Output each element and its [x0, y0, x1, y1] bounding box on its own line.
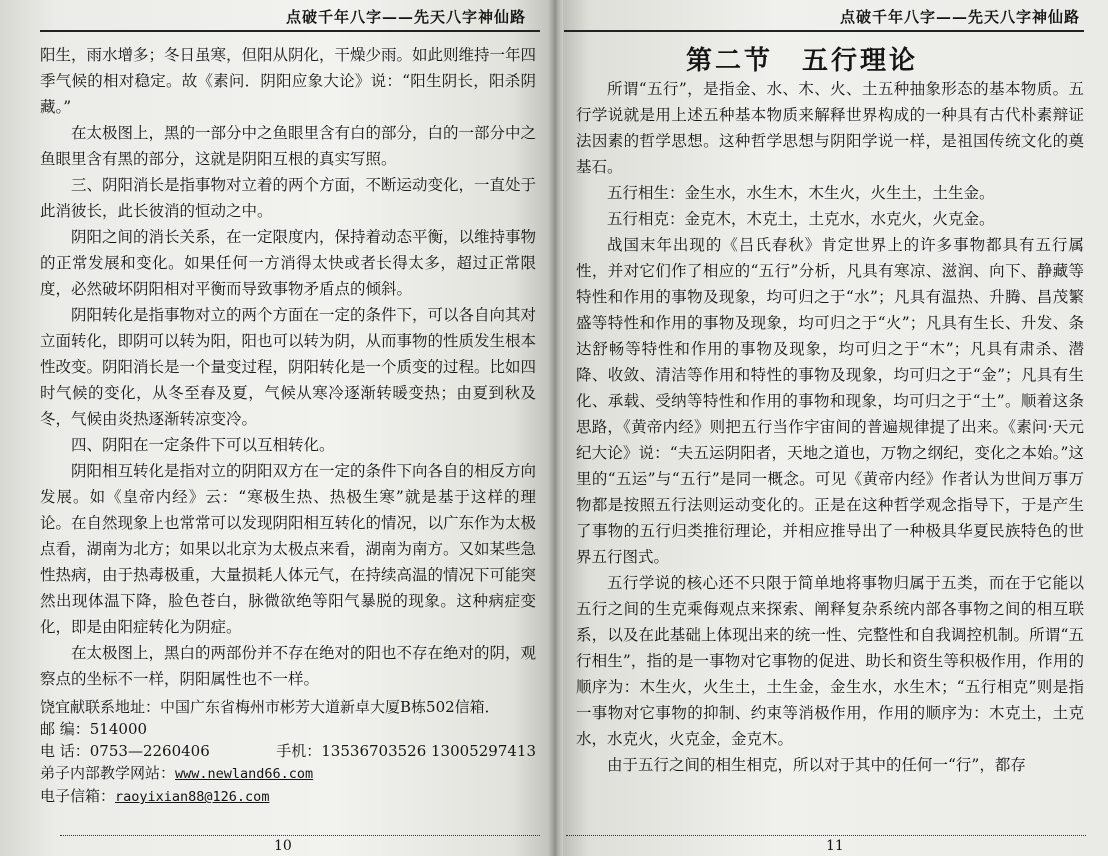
footer-rule [60, 835, 540, 836]
paragraph: 在太极图上，黑的一部分中之鱼眼里含有白的部分，白的一部分中之鱼眼里含有黑的部分，这就是阴阳互根的真实写照。 [40, 124, 537, 168]
website-label: 弟子内部教学网站： [40, 764, 176, 782]
right-page [556, 0, 1108, 856]
paragraph: 三、阴阳消长是指事物对立着的两个方面，不断运动变化，一直处于此消彼长，此长彼消的恒动之中。 [40, 176, 537, 220]
contact-address: 饶宜献联系地址：中国广东省梅州市彬芳大道新卓大厦B栋502信箱． [40, 698, 500, 716]
paragraph: 五行学说的核心还不只限于简单地将事物归属于五类，而在于它能以五行之间的生克乘侮观点来探索、阐释复杂系统内部各事物之间的相互联系，以及在此基础上体现出来的统一性、完整性和自我调控机制。所谓“五行相生”，指的是一事物对它事物的促进、助长和资生等积极作用，作用的顺序为：木生火，火生土，土生金，金生水，水生木；“五行相克”则是指一事物对它事物的抑制、约束等消极作用，作用的顺序为：木克土，土克水，水克火，火克金，金克木。 [576, 574, 1084, 748]
book-spine [549, 0, 563, 856]
paragraph: 所谓“五行”，是指金、水、木、火、土五种抽象形态的基本物质。五行学说就是用上述五种基本物质来解释世界构成的一种具有古代朴素辩证法因素的哲学思想。这种哲学思想与阴阳学说一样，是祖国传统文化的奠基石。 [576, 80, 1084, 176]
footer-rule [566, 835, 1086, 836]
page-body [40, 42, 536, 808]
page-number: 11 [826, 838, 844, 854]
header-rule [564, 30, 1084, 32]
contact-phone-row [40, 740, 536, 762]
paragraph: 阴阳之间的消长关系，在一定限度内，保持着动态平衡，以维持事物的正常发展和变化。如果任何一方消得太快或者长得太多，超过正常限度，必然破坏阴阳相对平衡而导致事物矛盾点的倾斜。 [40, 228, 537, 298]
contact-mobile: 手机：13536703526 13005297413 [276, 742, 536, 760]
contact-email-row [40, 785, 536, 808]
contact-website-row [40, 762, 536, 785]
contact-postcode: 邮 编：514000 [40, 720, 148, 738]
paragraph: 五行相克：金克木，木克土，土克水，水克火，火克金。 [607, 210, 995, 228]
website-link[interactable]: www.newland66.com [175, 766, 314, 782]
email-link[interactable]: raoyixian88@126.com [115, 789, 270, 805]
paragraph: 五行相生：金生水，水生木，木生火，火生土，土生金。 [607, 184, 995, 202]
paragraph: 阳生，雨水增多；冬日虽寒，但阳从阴化，干燥少雨。如此则维持一年四季气候的相对稳定。故《素问．阴阳应象大论》说：“阳生阴长，阳杀阴藏。” [40, 46, 537, 116]
paragraph: 由于五行之间的相生相克，所以对于其中的任何一“行”，都存 [607, 756, 1026, 774]
section-title: 第二节 五行理论 [686, 46, 919, 76]
paragraph: 在太极图上，黑白的两部份并不存在绝对的阳也不存在绝对的阴，观察点的坐标不一样，阴阳属性也不一样。 [40, 644, 537, 688]
header-rule [40, 30, 540, 32]
running-header: 点破千年八字——先天八字神仙路 [839, 8, 1080, 26]
paragraph: 阴阳相互转化是指对立的阴阳双方在一定的条件下向各自的相反方向发展。如《皇帝内经》云：“寒极生热、热极生寒”就是基于这样的理论。在自然现象上也常常可以发现阴阳相互转化的情况，以广东作为太极点看，湖南为北方；如果以北京为太极点来看，湖南为南方。又如某些急性热病，由于热毒极重，大量损耗人体元气，在持续高温的情况下可能突然出现体温下降，脸色苍白，脉微欲绝等阳气暴脱的现象。这种病症变化，即是由阳症转化为阴症。 [40, 462, 537, 636]
running-header: 点破千年八字——先天八字神仙路 [285, 8, 526, 26]
email-label: 电子信箱： [40, 787, 116, 805]
contact-block [40, 696, 536, 808]
page-body [576, 76, 1084, 778]
paragraph: 阴阳转化是指事物对立的两个方面在一定的条件下，可以各自向其对立面转化，即阴可以转为阳，阳也可以转为阴，从而事物的性质发生根本性改变。阴阳消长是一个量变过程，阴阳转化是一个质变的过程。比如四时气候的变化，从冬至春及夏，气候从寒冷逐渐转暖变热；由夏到秋及冬，气候由炎热逐渐转凉变冷。 [40, 306, 537, 428]
page-number: 10 [274, 838, 292, 854]
paragraph: 战国末年出现的《吕氏春秋》肯定世界上的许多事物都具有五行属性，并对它们作了相应的“五行”分析，凡具有寒凉、滋润、向下、静藏等特性和作用的事物及现象，均可归之于“水”；凡具有温热、升腾、昌茂繁盛等特性和作用的事物及现象，均可归之于“火”；凡具有生长、升发、条达舒畅等特性和作用的事物及现象，均可归之于“木”；凡具有肃杀、潜降、收敛、清洁等作用和特性的事物及现象，均可归之于“金”；凡具有生化、承载、受纳等特性和作用的事物和现象，均可归之于“土”。顺着这条思路，《黄帝内经》则把五行当作宇宙间的普遍规律提了出来。《素问·天元纪大论》说：“夫五运阴阳者，天地之道也，万物之纲纪，变化之本始。”这里的“五运”与“五行”是同一概念。可见《黄帝内经》作者认为世间万事万物都是按照五行法则运动变化的。正是在这种哲学观念指导下，于是产生了事物的五行归类推衍理论，并相应推导出了一种极具华夏民族特色的世界五行图式。 [576, 236, 1084, 566]
subheading: 四、阴阳在一定条件下可以互相转化。 [71, 436, 335, 454]
contact-phone: 电 话：0753—2260406 [40, 742, 210, 760]
